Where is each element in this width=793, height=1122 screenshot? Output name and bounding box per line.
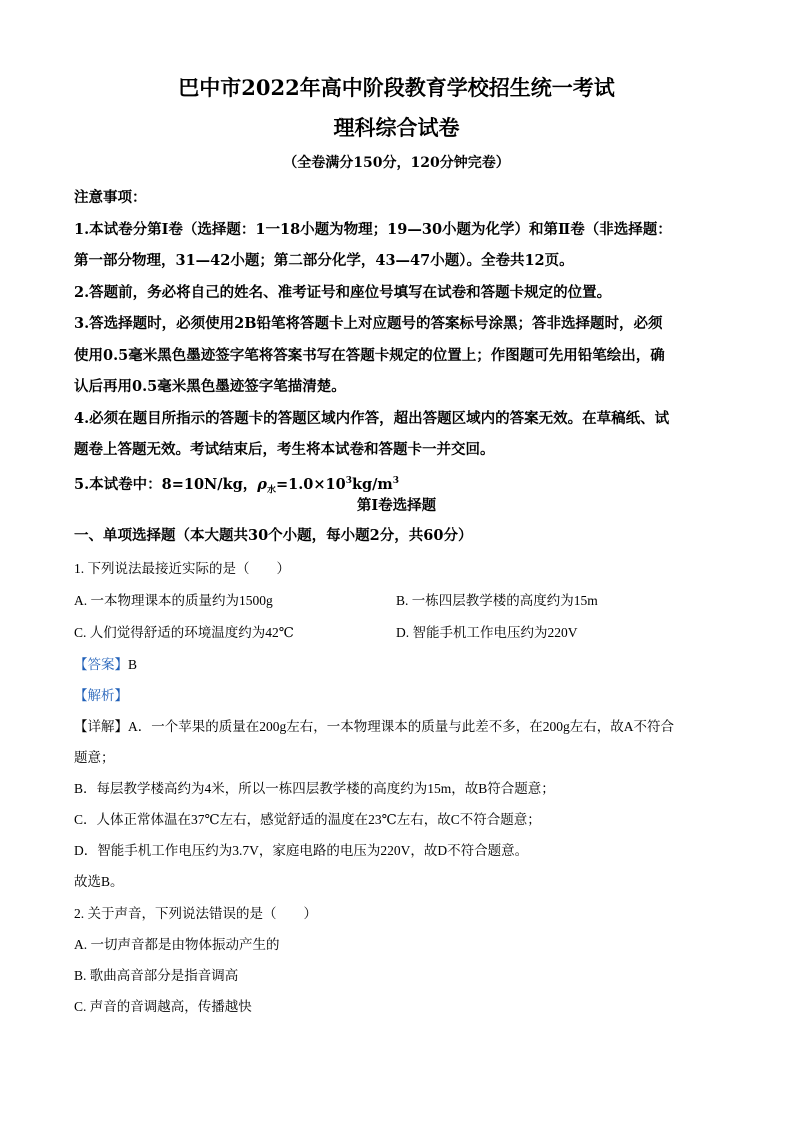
exam-title: 巴中市2022年高中阶段教育学校招生统一考试 [178,75,615,100]
constant-exp: 3 [345,475,352,486]
section-title: 第Ⅰ卷选择题 [356,497,437,514]
q1-detail-line: C．人体正常体温在37℃左右，感觉舒适的温度在23℃左右，故C不符合题意； [74,812,541,827]
q1-option-b: B. 一栋四层教学楼的高度约为15m [396,593,598,608]
constant-rho-sub: 水 [266,485,276,496]
q1-detail-line: 题意； [74,750,115,765]
q1-analysis-tag: 【解析】 [74,688,128,703]
q2-option-b: B. 歌曲高音部分是指音调高 [74,968,239,983]
constants-prefix: 5.本试卷中： [74,475,162,493]
constant-unit-exp: 3 [392,475,400,486]
constant-rho-value: =1.0×10 [275,475,346,493]
answer-tag: 【答案】 [74,657,128,672]
q1-option-a: A. 一本物理课本的质量约为1500g [74,593,273,608]
q1-detail-line: D．智能手机工作电压约为3.7V，家庭电路的电压为220V，故D不符合题意。 [74,843,529,858]
notes-line: 题卷上答题无效。考试结束后，考生将本试卷和答题卡一并交回。 [74,441,495,458]
q2-option-c: C. 声音的音调越高，传播越快 [74,999,252,1014]
q1-conclusion: 故选B。 [74,874,124,889]
notes-section [74,182,724,507]
notes-line: 认后再用0.5毫米黑色墨迹签字笔描清楚。 [74,378,346,395]
q1-detail-line: 【详解】A．一个苹果的质量在200g左右，一本物理课本的质量与此差不多，在200g左右，故A不符合 [74,719,674,734]
q1-detail-line: B．每层教学楼高约为4米，所以一栋四层教学楼的高度约为15m，故B符合题意； [74,781,555,796]
constant-rho: ρ [257,475,267,493]
notes-line: 2.答题前，务必将自己的姓名、准考证号和座位号填写在试卷和答题卡规定的位置。 [74,283,612,301]
notes-line: 3.答选择题时，必须使用2B铅笔将答题卡上对应题号的答案标号涂黑；答非选择题时，必须 [74,315,663,332]
q1-option-c: C. 人们觉得舒适的环境温度约为42℃ [74,625,294,640]
q2-stem: 2. 关于声音，下列说法错误的是（ ） [74,906,317,921]
constant-unit: kg/m [351,475,393,493]
q1-answer [74,653,137,673]
q1-option-d: D. 智能手机工作电压约为220V [396,625,578,640]
notes-line: 1.本试卷分第Ⅰ卷（选择题：1一18小题为物理；19—30小题为化学）和第Ⅱ卷（非选择题： [74,220,672,238]
answer-value: B [128,657,138,672]
notes-line: 使用0.5毫米黑色墨迹签字笔将答案书写在答题卡规定的位置上；作图题可先用铅笔绘出，确 [74,346,665,364]
notes-line: 第一部分物理，31—42小题；第二部分化学，43—47小题）。全卷共12页。 [74,252,574,269]
notes-line: 4.必须在题目所指示的答题卡的答题区域内作答，超出答题区域内的答案无效。在草稿纸、试 [74,409,670,427]
exam-score-note: （全卷满分150分，120分钟完卷） [283,155,510,171]
part-title: 一、单项选择题（本大题共30个小题，每小题2分，共60分） [74,527,473,544]
q1-stem: 1. 下列说法最接近实际的是（ ） [74,561,290,576]
exam-subtitle: 理科综合试卷 [333,115,460,140]
notes-heading: 注意事项： [74,189,147,206]
q2-option-a: A. 一切声音都是由物体振动产生的 [74,937,280,952]
constant-g: 8=10N/kg， [161,475,258,493]
